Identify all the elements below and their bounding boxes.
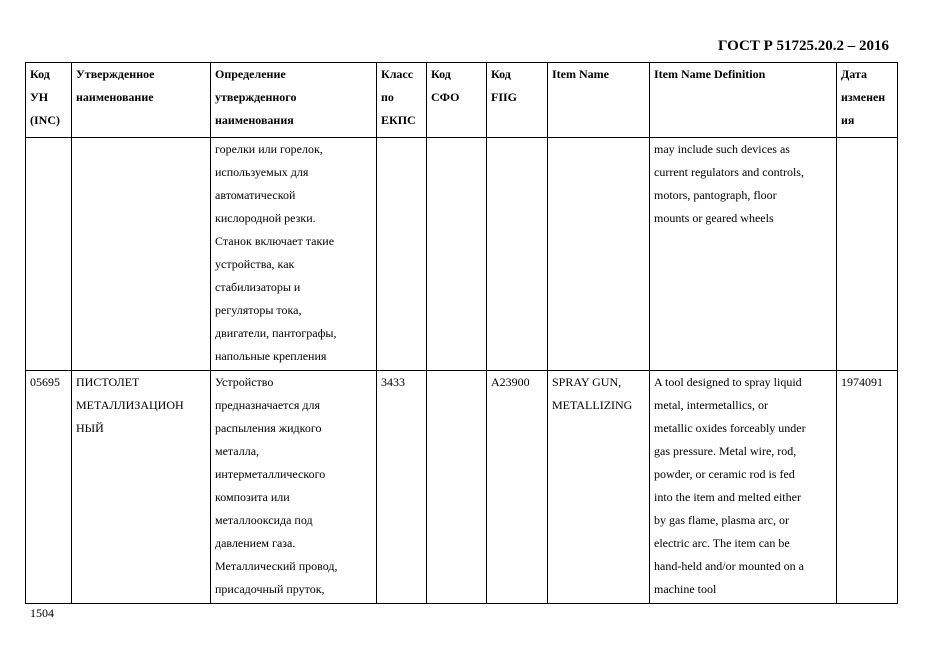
cell-item-name (548, 138, 650, 371)
cell-item-name: SPRAY GUN, METALLIZING (548, 371, 650, 604)
table-row (26, 371, 898, 604)
cell-inc: 05695 (26, 371, 72, 604)
col-header-fiig: Код FIIG (487, 63, 548, 138)
col-header-inc: Код УН (INC) (26, 63, 72, 138)
col-header-item-definition: Item Name Definition (650, 63, 837, 138)
page-number: 1504 (30, 606, 54, 620)
cell-approved-name (72, 138, 211, 371)
cell-fiig: A23900 (487, 371, 548, 604)
cell-date (837, 138, 898, 371)
cell-definition: горелки или горелок, используемых для автоматической кислородной резки. Станок включает такие устройства, как стабилизаторы и регуляторы тока, двигатели, пантографы, напольные крепления (211, 138, 377, 371)
col-header-item-name: Item Name (548, 63, 650, 138)
cell-fiig (487, 138, 548, 371)
col-header-date: Дата изменен ия (837, 63, 898, 138)
cell-item-definition: may include such devices as current regulators and controls, motors, pantograph, floor mounts or geared wheels (650, 138, 837, 371)
document-standard-code: ГОСТ Р 51725.20.2 – 2016 (717, 38, 889, 54)
cell-class (377, 138, 427, 371)
cell-sfo (427, 371, 487, 604)
cell-item-definition: A tool designed to spray liquid metal, intermetallics, or metallic oxides forceably under gas pressure. Metal wire, rod, powder, or ceramic rod is fed into the item and melted either by gas flame, plasma arc, or electric arc. The item can be hand-held and/or mounted on a machine tool (650, 371, 837, 604)
cell-definition: Устройство предназначается для распыления жидкого металла, интерметаллического композита или металлооксида под давлением газа. Металлический провод, присадочный пруток, (211, 371, 377, 604)
cell-sfo (427, 138, 487, 371)
cell-class: 3433 (377, 371, 427, 604)
table-header-row (26, 63, 898, 138)
cell-approved-name: ПИСТОЛЕТ МЕТАЛЛИЗАЦИОН НЫЙ (72, 371, 211, 604)
cell-date: 1974091 (837, 371, 898, 604)
cell-inc (26, 138, 72, 371)
col-header-approved-name: Утвержденное наименование (72, 63, 211, 138)
table-row (26, 138, 898, 371)
col-header-class: Класс по ЕКПС (377, 63, 427, 138)
col-header-sfo: Код СФО (427, 63, 487, 138)
col-header-definition: Определение утвержденного наименования (211, 63, 377, 138)
nomenclature-table (25, 62, 898, 604)
